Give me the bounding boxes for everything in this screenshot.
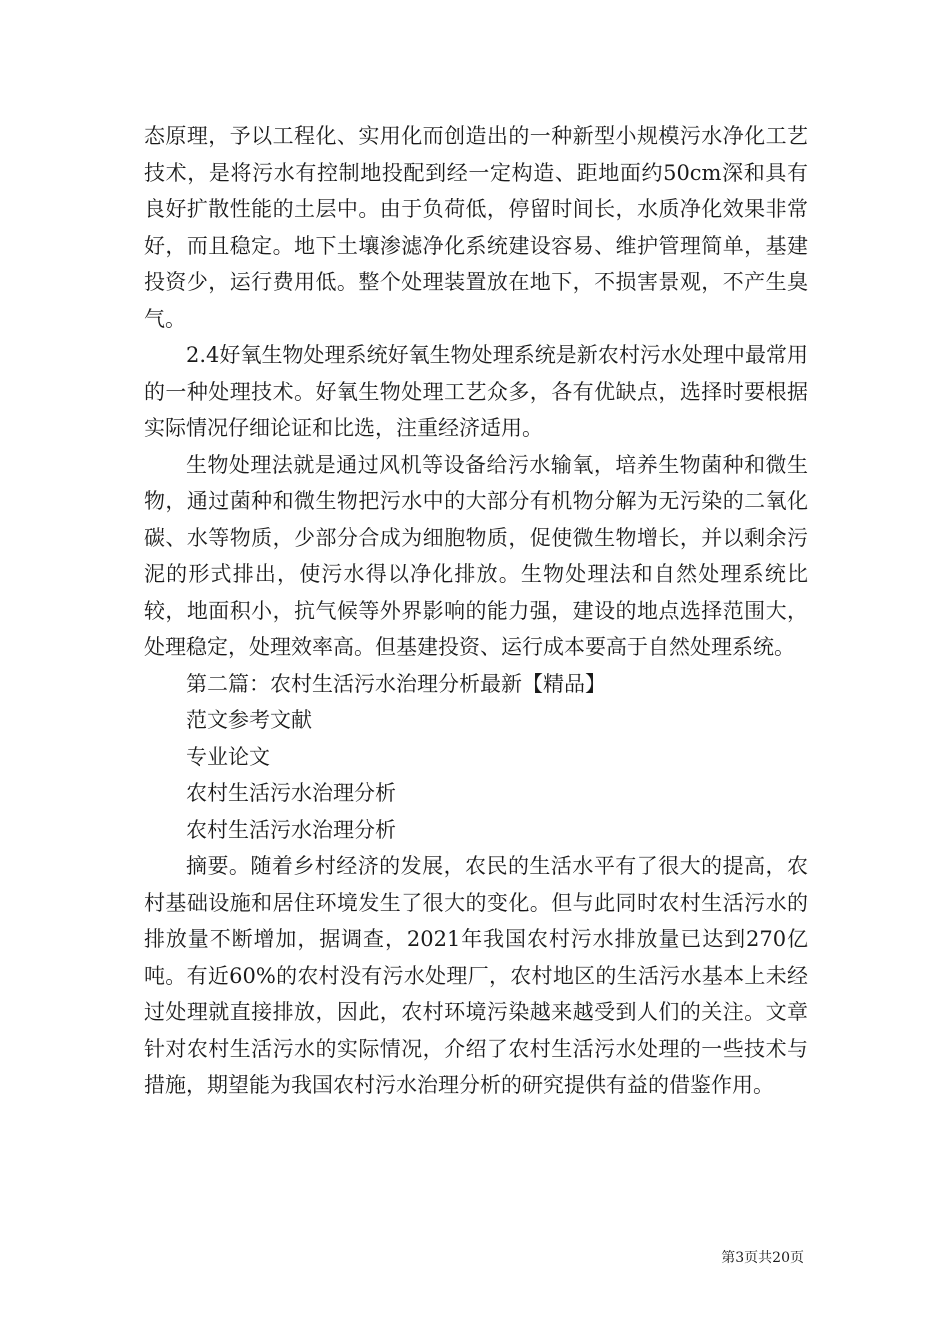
paragraph-aerobic-system: 2.4好氧生物处理系统好氧生物处理系统是新农村污水处理中最常用的一种处理技术。好氧生物处理工艺众多，各有优缺点，选择时要根据实际情况仔细论证和比选，注重经济适用。 (144, 343, 808, 440)
paragraph-principle: 态原理，予以工程化、实用化而创造出的一种新型小规模污水净化工艺技术，是将污水有控制地投配到经一定构造、距地面约50cm深和具有良好扩散性能的土层中。由于负荷低，停留时间长，水质净化效果非常好，而且稳定。地下土壤渗滤净化系统建设容易、维护管理简单，基建投资少，运行费用低。整个处理装置放在地下，不损害景观，不产生臭气。 (144, 124, 808, 331)
paragraph-biological-treatment: 生物处理法就是通过风机等设备给污水输氧，培养生物菌种和微生物，通过菌种和微生物把污水中的大部分有机物分解为无污染的二氧化碳、水等物质，少部分合成为细胞物质，促使微生物增长，并以剩余污泥的形式排出，使污水得以净化排放。生物处理法和自然处理系统比较，地面积小，抗气候等外界影响的能力强，建设的地点选择范围大，处理稳定，处理效率高。但基建投资、运行成本要高于自然处理系统。 (144, 452, 808, 659)
page-number: 第3页共20页 (721, 1250, 804, 1266)
article-title-repeat: 农村生活污水治理分析 (186, 817, 396, 842)
document-body (144, 118, 808, 1104)
article-title: 农村生活污水治理分析 (186, 781, 396, 805)
label-thesis: 专业论文 (186, 744, 270, 769)
label-reference: 范文参考文献 (186, 708, 312, 732)
paragraph-abstract: 摘要。随着乡村经济的发展，农民的生活水平有了很大的提高，农村基础设施和居住环境发生了很大的变化。但与此同时农村生活污水的排放量不断增加，据调查，2021年我国农村污水排放量已达到270亿吨。有近60%的农村没有污水处理厂，农村地区的生活污水基本上未经过处理就直接排放，因此，农村环境污染越来越受到人们的关注。文章针对农村生活污水的实际情况，介绍了农村生活污水处理的一些技术与措施，期望能为我国农村污水治理分析的研究提供有益的借鉴作用。 (144, 854, 808, 1097)
section-title-part-two: 第二篇：农村生活污水治理分析最新【精品】 (186, 671, 606, 696)
